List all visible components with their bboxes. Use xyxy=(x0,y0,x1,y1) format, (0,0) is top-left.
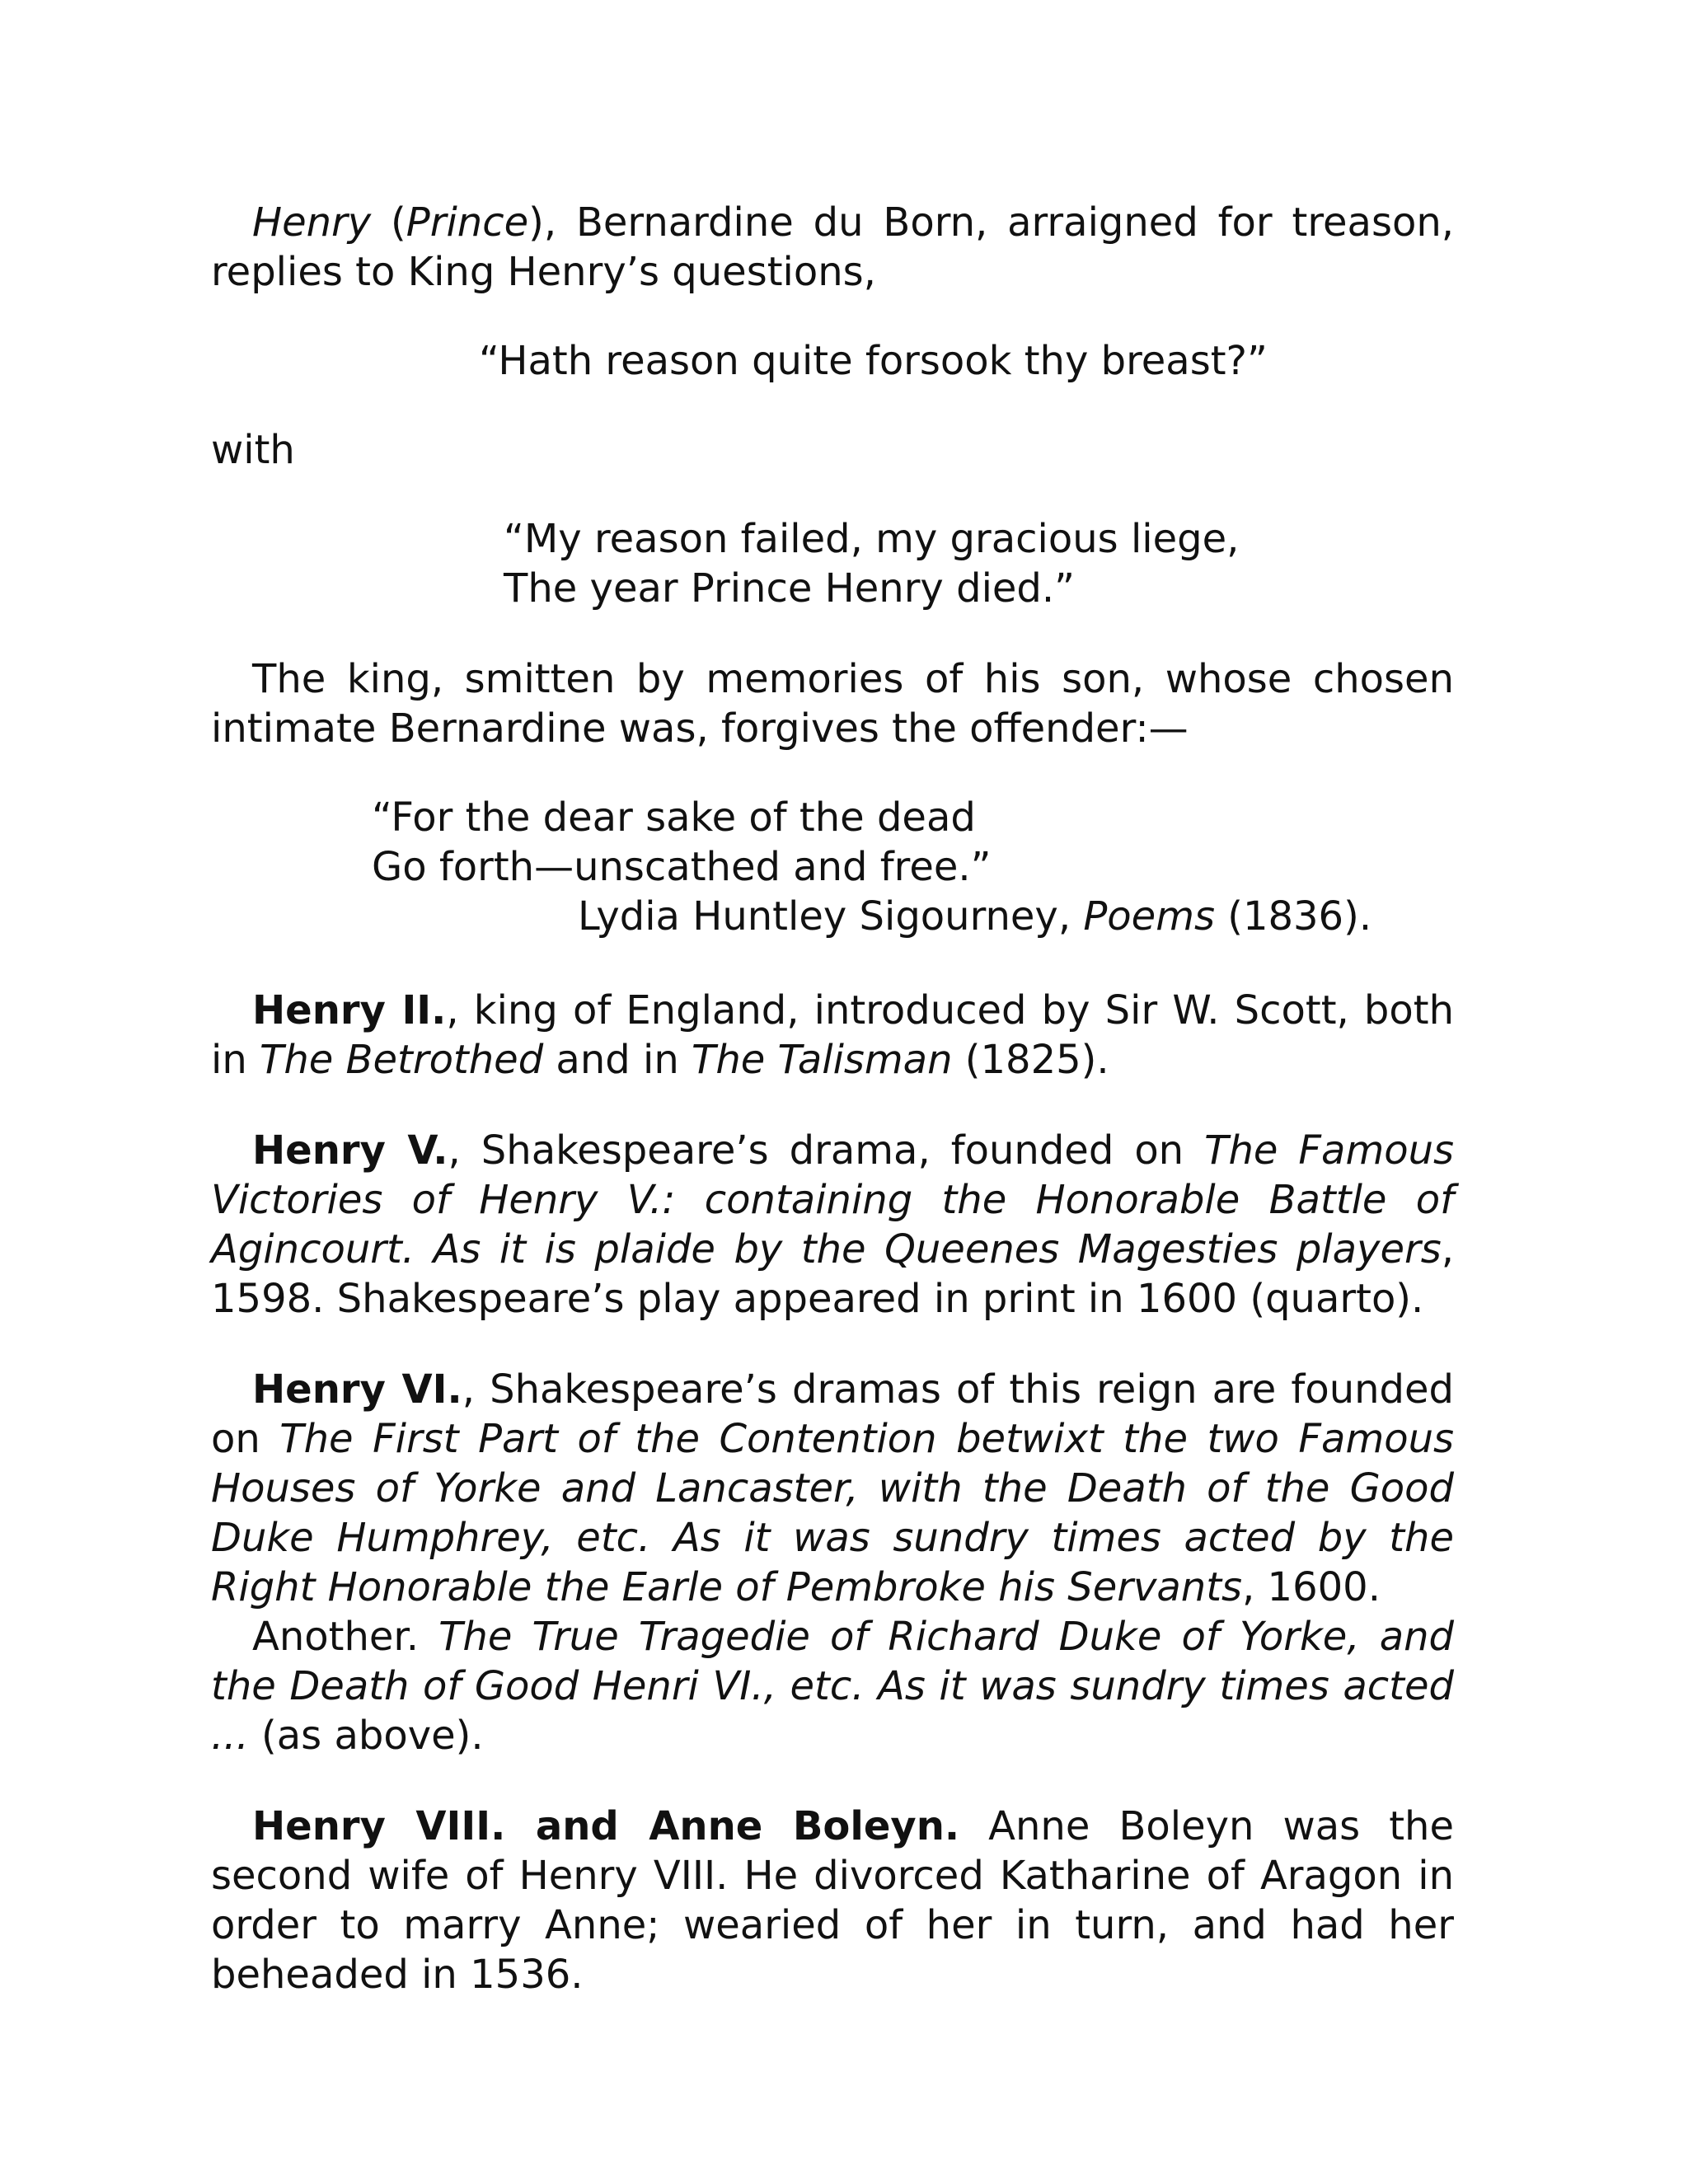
work-title: The Talisman xyxy=(692,1037,953,1083)
quote-block xyxy=(211,336,1454,386)
connector-text: with xyxy=(211,427,295,473)
quote-block xyxy=(211,514,1454,613)
attribution-work: Poems xyxy=(1083,893,1215,940)
document-page xyxy=(211,198,1454,1999)
entry-heading: Henry VI. xyxy=(252,1366,462,1413)
work-title: The First Part of the Contention betwixt the two Famous Houses of Yorke and Lancaster, with the Death of the Good Duke Humphrey, etc. As it was sundry times acted by the Right Honorable the Earle of Pembroke his Servants xyxy=(211,1416,1455,1610)
attribution: Lydia Huntley Sigourney, Poems (1836). xyxy=(578,893,1372,940)
quote-block xyxy=(211,793,1454,941)
entry-title: Prince xyxy=(406,199,529,246)
entry-heading: Henry VIII. and Anne Boleyn. xyxy=(252,1803,960,1849)
quote-line: Go forth—unscathed and free.” xyxy=(372,844,992,890)
quote-line: “For the dear sake of the dead xyxy=(372,794,976,841)
work-title: The Famous Victories of Henry V.: containing the Honorable Battle of Agincourt. As it is plaide by the Queenes Magesties players xyxy=(211,1127,1455,1272)
entry-heading: Henry V. xyxy=(252,1127,448,1174)
quote-line: “My reason failed, my gracious liege, xyxy=(504,516,1240,562)
entry-text: The king, smitten by memories of his son, whose chosen intimate Bernardine was, forgives the offender:— xyxy=(211,656,1454,752)
entry-text: ), Bernardine du Born, arraigned for treason, replies to King Henry’s questions, xyxy=(211,199,1454,295)
quote-line: The year Prince Henry died.” xyxy=(504,565,1076,612)
entry-henry-v: Henry V., Shakespeare’s drama, founded on The Famous Victories of Henry V.: containing the Honorable Battle of Agincourt. As it is plaide by the Queenes Magesties players, 1598. Shakespeare’s play appeared in print in 1600 (quarto). xyxy=(211,1127,1455,1322)
entry-henry-ii: Henry II., king of England, introduced by Sir W. Scott, both in The Betrothed and in The Talisman (1825). xyxy=(211,987,1454,1083)
entry-henry-vi: Henry VI., Shakespeare’s dramas of this reign are founded on The First Part of the Contention betwixt the two Famous Houses of Yorke and Lancaster, with the Death of the Good Duke Humphrey, etc. As it was sundry times acted by the Right Honorable the Earle of Pembroke his Servants, 1600. xyxy=(211,1366,1455,1610)
entry-henry-vi-another: Another. The True Tragedie of Richard Duke of Yorke, and the Death of Good Henri VI., etc. As it was sundry times acted ... (as above). xyxy=(211,1614,1454,1759)
entry-name: Henry xyxy=(252,199,372,246)
quote-line: “Hath reason quite forsook thy breast?” xyxy=(479,338,1268,384)
work-title: The True Tragedie of Richard Duke of Yorke, and the Death of Good Henri VI., etc. As it was sundry times acted ... xyxy=(211,1614,1454,1759)
work-title: The Betrothed xyxy=(260,1037,544,1083)
entry-heading: Henry II. xyxy=(252,987,447,1033)
entry-henry-prince: Henry (Prince), Bernardine du Born, arraigned for treason, replies to King Henry’s questions, xyxy=(211,199,1454,295)
entry-henry-viii: Henry VIII. and Anne Boleyn. Anne Boleyn was the second wife of Henry VIII. He divorced Katharine of Aragon in order to marry Anne; wearied of her in turn, and had her beheaded in 1536. xyxy=(211,1803,1454,1998)
